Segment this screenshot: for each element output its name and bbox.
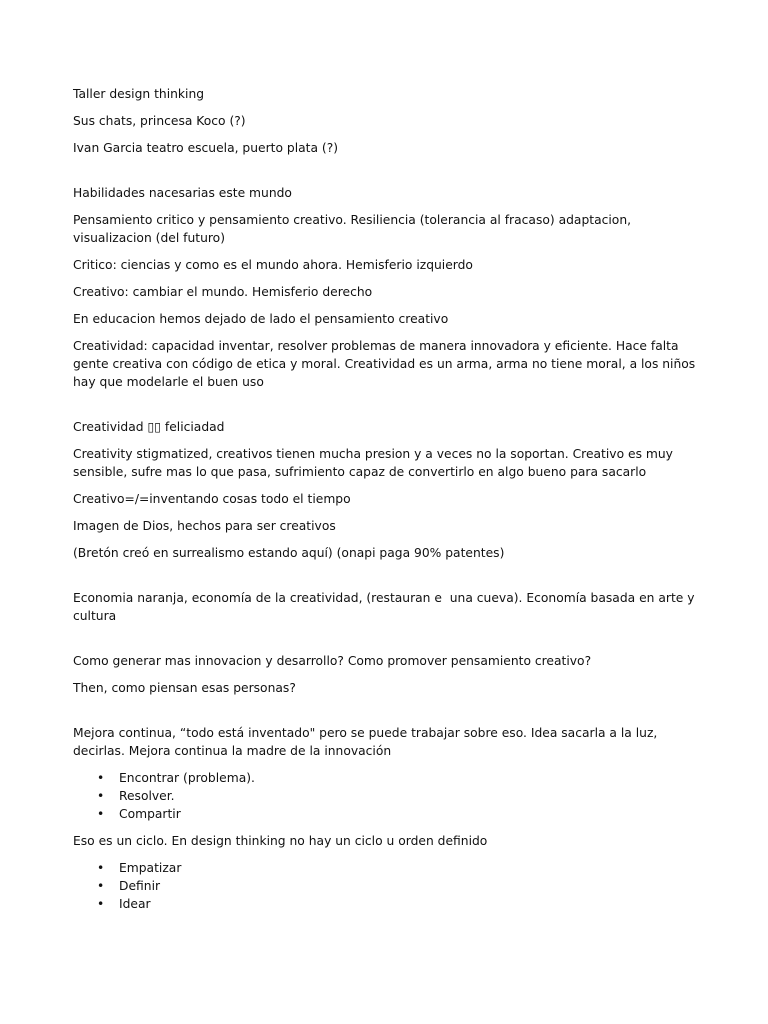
paragraph: Eso es un ciclo. En design thinking no hay un ciclo u orden definido <box>73 834 488 848</box>
bullet-icon: • <box>97 771 105 785</box>
blank-line <box>73 706 713 724</box>
blank-line <box>73 400 713 418</box>
blank-line <box>73 166 713 184</box>
paragraph: Creativity stigmatized, creativos tienen mucha presion y a veces no la soportan. Creativo es muy sensible, sufre mas lo que pasa, sufrimiento capaz de convertirlo en algo bueno para sacarlo <box>73 447 677 479</box>
list-item-label: Encontrar (problema). <box>119 771 255 785</box>
paragraph: Creatividad: capacidad inventar, resolver problemas de manera innovadora y eficiente. Hace falta gente creativa con código de etica y moral. Creatividad es un arma, arma no tiene moral, a los niños hay que modelarle el buen uso <box>73 339 700 389</box>
list-item <box>73 805 713 823</box>
paragraph: En educacion hemos dejado de lado el pensamiento creativo <box>73 312 449 326</box>
paragraph: (Bretón creó en surrealismo estando aquí) (onapi paga 90% patentes) <box>73 546 505 560</box>
list-item-label: Resolver. <box>119 789 175 803</box>
bullet-list-cycle <box>73 769 713 823</box>
paragraph: Sus chats, princesa Koco (?) <box>73 114 246 128</box>
bullet-icon: • <box>97 807 105 821</box>
intro-section <box>73 85 713 157</box>
paragraph: Mejora continua, “todo está inventado" pero se puede trabajar sobre eso. Idea sacarla a la luz, decirlas. Mejora continua la madre de la innovación <box>73 726 662 758</box>
list-item <box>73 895 713 913</box>
list-item-label: Compartir <box>119 807 181 821</box>
paragraph: Critico: ciencias y como es el mundo ahora. Hemisferio izquierdo <box>73 258 473 272</box>
section-heading: Habilidades nacesarias este mundo <box>73 186 292 200</box>
bullet-icon: • <box>97 879 105 893</box>
list-item <box>73 769 713 787</box>
list-item-label: Definir <box>119 879 161 893</box>
list-item <box>73 787 713 805</box>
section-heading: Creatividad ▯▯ feliciadad <box>73 420 225 434</box>
blank-line <box>73 634 713 652</box>
paragraph: Economia naranja, economía de la creatividad, (restauran e una cueva). Economía basada en arte y cultura <box>73 591 699 623</box>
list-item-label: Empatizar <box>119 861 182 875</box>
creativity-section <box>73 418 713 562</box>
bullet-icon: • <box>97 861 105 875</box>
paragraph: Como generar mas innovacion y desarrollo? Como promover pensamiento creativo? <box>73 654 592 668</box>
bullet-list-design-thinking <box>73 859 713 913</box>
paragraph: Ivan Garcia teatro escuela, puerto plata (?) <box>73 141 339 155</box>
innovation-section <box>73 652 713 697</box>
blank-line <box>73 571 713 589</box>
skills-section <box>73 184 713 391</box>
document-title: Taller design thinking <box>73 87 205 101</box>
improvement-section <box>73 724 713 913</box>
paragraph: Then, como piensan esas personas? <box>73 681 296 695</box>
list-item <box>73 877 713 895</box>
bullet-icon: • <box>97 897 105 911</box>
paragraph: Creativo: cambiar el mundo. Hemisferio derecho <box>73 285 373 299</box>
document-page <box>73 85 713 922</box>
paragraph: Creativo=/=inventando cosas todo el tiempo <box>73 492 351 506</box>
list-item <box>73 859 713 877</box>
paragraph: Pensamiento critico y pensamiento creativo. Resiliencia (tolerancia al fracaso) adaptacion, visualizacion (del futuro) <box>73 213 635 245</box>
list-item-label: Idear <box>119 897 151 911</box>
paragraph: Imagen de Dios, hechos para ser creativos <box>73 519 336 533</box>
bullet-icon: • <box>97 789 105 803</box>
economy-section <box>73 589 713 625</box>
